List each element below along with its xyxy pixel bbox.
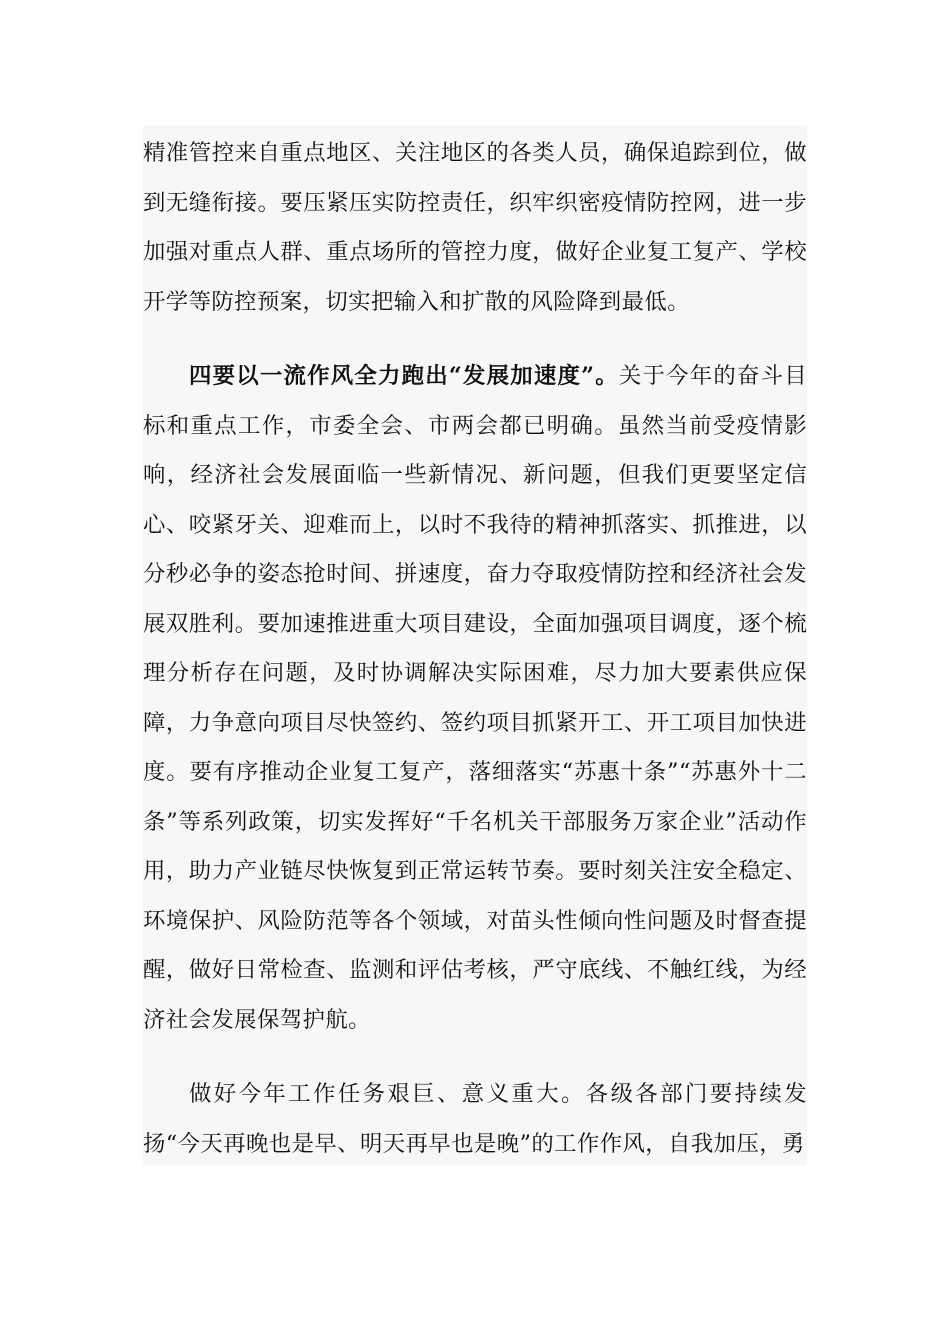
paragraph-2-text: 关于今年的奋斗目标和重点工作，市委全会、市两会都已明确。虽然当前受疫情影响，经济社会发展面临一些新情况、新问题，但我们更要坚定信心、咬紧牙关、迎难而上，以时不我待的精神抓落实、抓推进，以分秒必争的姿态抢时间、拼速度，奋力夺取疫情防控和经济社会发展双胜利。要加速推进重大项目建设，全面加强项目调度，逐个梳理分析存在问题，及时协调解决实际困难，尽力加大要素供应保障，力争意向项目尽快签约、签约项目抓紧开工、开工项目加快进度。要有序推动企业复工复产，落细落实“苏惠十条”“苏惠外十二条”等系列政策，切实发挥好“千名机关干部服务万家企业”活动作用，助力产业链尽快恢复到正常运转节奏。要时刻关注安全稳定、环境保护、风险防范等各个领域，对苗头性倾向性问题及时督查提醒，做好日常检查、监测和评估考核，严守底线、不触红线，为经济社会发展保驾护航。	[143, 363, 808, 1033]
paragraph-2-heading: 四要以一流作风全力跑出“发展加速度”。	[189, 363, 619, 389]
paragraph-3	[143, 1070, 807, 1169]
paragraph-3-text: 做好今年工作任务艰巨、意义重大。各级各部门要持续发扬“今天再晚也是早、明天再早也是晚”的工作作风，自我加压，勇	[143, 1081, 807, 1157]
paragraph-1	[143, 129, 807, 327]
paragraph-gap	[143, 1045, 807, 1070]
paragraph-gap	[143, 327, 807, 352]
document-text-block	[143, 125, 807, 1165]
paragraph-1-text: 精准管控来自重点地区、关注地区的各类人员，确保追踪到位，做到无缝衔接。要压紧压实防控责任，织牢织密疫情防控网，进一步加强对重点人群、重点场所的管控力度，做好企业复工复产、学校开学等防控预案，切实把输入和扩散的风险降到最低。	[143, 140, 807, 315]
paragraph-2	[143, 352, 807, 1045]
